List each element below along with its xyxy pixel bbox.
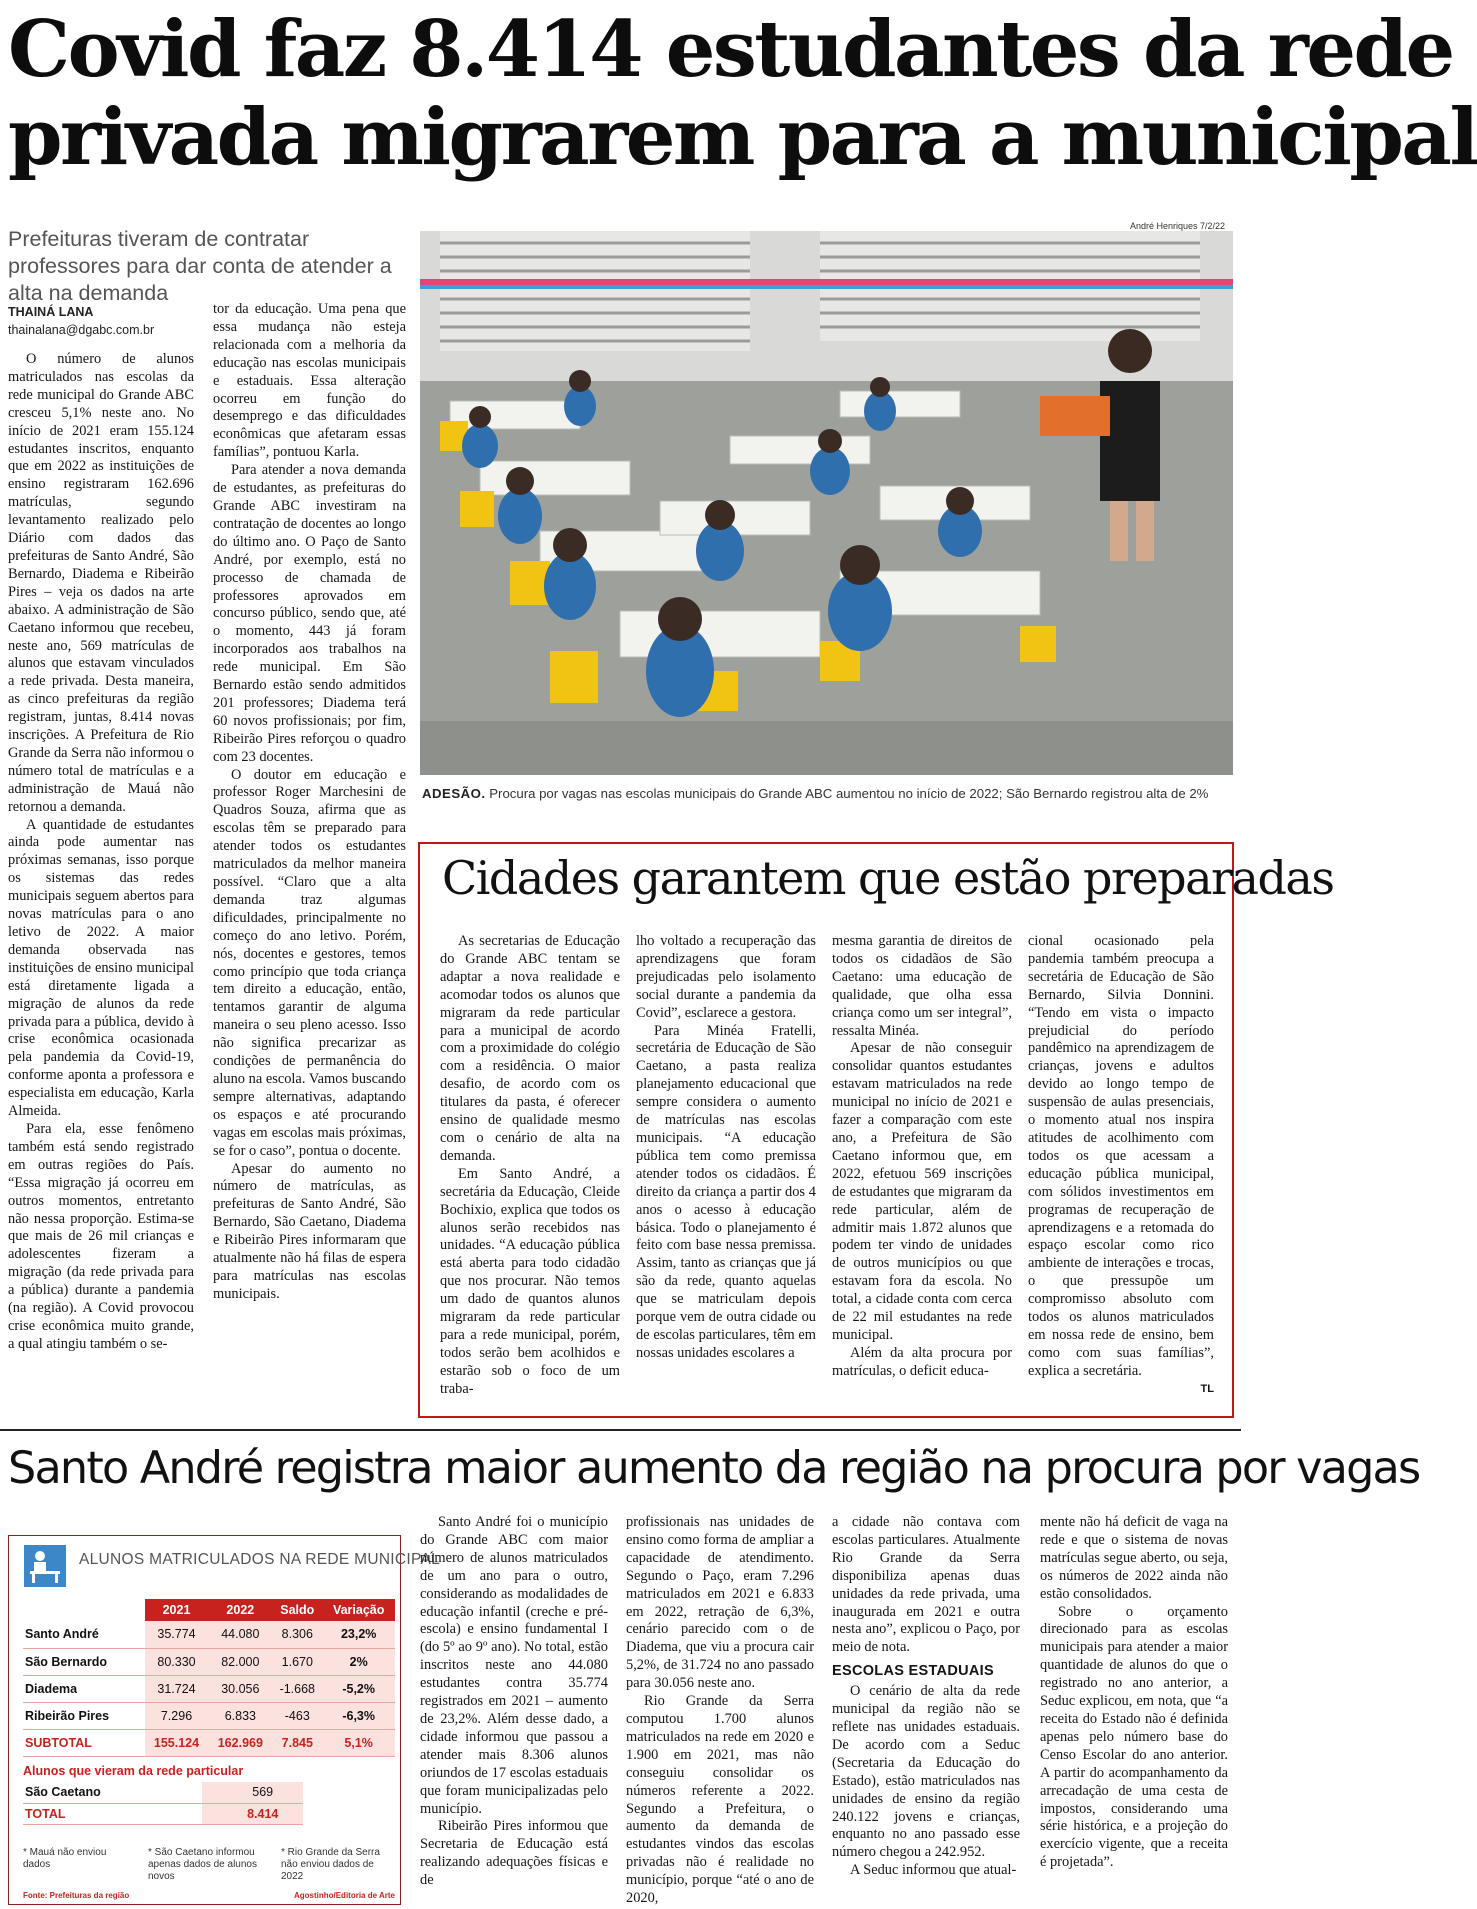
subheading-escolas-estaduais: ESCOLAS ESTADUAIS	[832, 1663, 994, 1680]
caption-label: ADESÃO.	[422, 786, 486, 801]
value-saldo: -463	[272, 1702, 322, 1729]
subtotal-label: SUBTOTAL	[23, 1729, 145, 1756]
paragraph: Em Santo André, a secretária da Educação, Cleide Bochixio, explica que todos os alunos serão recebidos nas unidades. “A educação pública está aberta para todo cidadão que nos procurar. Não temos um dado de quantos alunos migraram da rede particular para a rede municipal, porém, todos serão bem acolhidos e estarão sob o foco de um traba-	[440, 1165, 620, 1397]
table-row	[23, 1782, 303, 1803]
classroom-photo	[420, 231, 1233, 775]
subtotal-2021: 155.124	[145, 1729, 209, 1756]
total-value: 8.414	[222, 1803, 303, 1824]
paragraph: A quantidade de estudantes ainda pode aumentar nas próximas semanas, isso porque os sistemas das redes municipais seguem abertos para novas matrículas para o ano letivo de 2022. A maior demanda observada nas instituições de ensino municipal está diretamente ligada a migração de alunos da rede privada para a pública, devido à crise econômica ocasionada pela pandemia da Covid-19, conforme aponta a professora e especialista em educação, Karla Almeida.	[8, 816, 194, 1120]
byline-email: thainalana@dgabc.com.br	[8, 323, 155, 337]
subtotal-row	[23, 1729, 395, 1756]
city-name: São Bernardo	[23, 1648, 145, 1675]
table-row	[23, 1702, 395, 1729]
table-header-row	[23, 1599, 395, 1621]
section-2-column-1	[420, 1514, 608, 1890]
value-2021: 7.296	[145, 1702, 209, 1729]
paragraph: a cidade não contava com escolas particulares. Atualmente Rio Grande da Serra disponibiliza apenas duas unidades da rede privada, uma inaugurada em 2021 e outra nesta ano”, explicou o Paço, por meio de nota.	[832, 1514, 1020, 1656]
value-saldo: 1.670	[272, 1648, 322, 1675]
table-row	[23, 1675, 395, 1702]
city-name: Diadema	[23, 1675, 145, 1702]
note: * São Caetano informou apenas dados de alunos novos	[148, 1847, 257, 1882]
value-saldo: 8.306	[272, 1621, 322, 1648]
box-column-4	[1028, 933, 1214, 1399]
total-row	[23, 1803, 303, 1824]
byline-author: THAINÁ LANA	[8, 305, 94, 319]
header-blank	[23, 1599, 145, 1621]
paragraph: mente não há deficit de vaga na rede e que o sistema de novas matrículas segue aberto, ou seja, os números de 2022 ainda não estão consolidados.	[1040, 1514, 1228, 1602]
headline-line-2: privada migrarem para a municipal	[8, 92, 1477, 183]
value: 569	[222, 1782, 303, 1803]
section-2-column-4	[1040, 1514, 1228, 1872]
section-divider	[0, 1429, 1241, 1431]
value-saldo: -1.668	[272, 1675, 322, 1702]
deck-subtitle: Prefeituras tiveram de contratar professores para dar conta de atender a alta na demanda	[8, 227, 392, 305]
paragraph: cional ocasionado pela pandemia também preocupa a secretária de Educação de São Bernardo, Silvia Donnini. “Tendo em vista o impacto prejudicial do período pandêmico na aprendizagem de crianças, jovens e adultos devido ao longo tempo de suspensão de aulas presenciais, o momento atual nos inspira atitudes de acolhimento com todos os que acessam a educação pública municipal, com sólidos investimentos em programas de recuperação de aprendizagens e a retomada do espaço escolar como rico ambiente de interações e trocas, o que pressupõe um compromisso absoluto com todos os alunos matriculados em nossa rede de ensino, bem como com suas famílias”, explica a secretária.	[1028, 933, 1214, 1379]
city-name: Santo André	[23, 1621, 145, 1648]
table-footer	[23, 1891, 395, 1900]
photo-caption	[422, 786, 1234, 801]
paragraph: tor da educação. Uma pena que essa mudança não esteja relacionada com a melhoria da educação nas escolas municipais e estaduais. Essa alteração ocorreu em função do desemprego e das dificuldades econômicas que afetaram essas famílias”, pontuou Karla.	[213, 301, 406, 461]
paragraph: Sobre o orçamento direcionado para as escolas municipais para atender a maior quantidade de alunos do que o registrado no ano anterior, a Seduc explicou, em nota, que “a receita do Estado não é definida apenas pelo número base do Censo Escolar do ano anterior. A partir do acompanhamento da arrecadação de uma cesta de impostos, considerando uma série histórica, e a projeção do exercício vigente, que a receita é projetada”.	[1040, 1603, 1228, 1871]
paragraph: O doutor em educação e professor Roger Marchesini de Quadros Souza, afirma que as escolas têm se preparado para atender todos os estudantes matriculados da melhor maneira possível. “Claro que a alta demanda traz algumas dificuldades, principalmente no começo do ano letivo. Porém, nós, docentes e gestores, temos como princípio que toda criança tem direito a educação, então, tentamos garantir de alguma maneira o seu pleno acesso. Isso não significa precarizar as condições de permanência do aluno na escola. Vamos buscando sempre alternativas, adaptando os espaços e até procurando vagas em escolas mais próximas, se for o caso”, pontua o docente.	[213, 766, 406, 1159]
section-2-column-2	[626, 1514, 814, 1908]
paragraph: Para ela, esse fenômeno também está sendo registrado em outras regiões do País. “Essa migração já ocorreu em outros momentos, entretanto não nessa proporção. Estima-se que mais de 26 mil crianças e adolescentes fizeram a migração (da rede privada para a pública) durante a pandemia (na região). A Covid provocou crise econômica muito grande, a qual atingiu também o se-	[8, 1120, 194, 1352]
paragraph: As secretarias de Educação do Grande ABC tentam se adaptar a nova realidade e acomodar todos os alunos que migraram da rede particular para a municipal de acordo com a proximidade do colégio com a residência. O maior desafio, de acordo com os titulares da pasta, é oferecer ensino de qualidade mesmo com o cenário de alta na demanda.	[440, 933, 620, 1164]
value-2022: 44.080	[208, 1621, 272, 1648]
value-2021: 31.724	[145, 1675, 209, 1702]
caption-text: Procura por vagas nas escolas municipais do Grande ABC aumentou no início de 2022; São Bernardo registrou alta de 2%	[485, 786, 1209, 801]
sidebar-article-title: Cidades garantem que estão preparadas	[442, 851, 1334, 905]
paragraph: Para Minéa Fratelli, secretária de Educação de São Caetano, a pasta realiza planejamento educacional que sempre considera o aumento de matrículas nas escolas municipais. “A educação pública tem como premissa atender todos os cidadãos. É direito da criança a partir dos 4 anos o acesso à educação básica. Todo o planejamento é feito com base nessa premissa. Assim, tanto as crianças que já são da rede, quanto aquelas que se matriculam depois porque vem de outra cidade ou de escolas particulares, têm em nossas unidades escolares a	[636, 1022, 816, 1361]
paragraph: lho voltado a recuperação das aprendizagens que foram prejudicadas pelo isolamento social durante a pandemia da Covid”, esclarece a gestora.	[636, 933, 816, 1021]
paragraph: Apesar do aumento no número de matrículas, as prefeituras de Santo André, São Bernardo, São Caetano, Diadema e Ribeirão Pires informaram que atualmente não há filas de espera para matrículas nas escolas municipais.	[213, 1160, 406, 1302]
table-title: ALUNOS MATRICULADOS NA REDE MUNICIPAL	[79, 1551, 441, 1568]
headline-line-1: Covid faz 8.414 estudantes da rede	[8, 4, 1453, 95]
enrollment-table	[23, 1599, 395, 1757]
header-2021: 2021	[145, 1599, 209, 1621]
value-2022: 82.000	[208, 1648, 272, 1675]
subtotal-2022: 162.969	[208, 1729, 272, 1756]
paragraph: O número de alunos matriculados nas escolas da rede municipal do Grande ABC cresceu 5,1% neste ano. No início de 2021 eram 155.124 estudantes inscritos, enquanto que em 2022 as instituições de ensino registraram 162.696 matrículas, segundo levantamento realizado pelo Diário com dados das prefeituras de Santo André, São Bernardo, Diadema e Ribeirão Pires – veja os dados na arte abaixo. A administração de São Caetano informou que recebeu, neste ano, 569 matrículas de alunos que estavam vinculados a rede privada. Desta maneira, as cinco prefeituras da região registram, juntas, 8.414 novas inscrições. A Prefeitura de Rio Grande da Serra não informou o número total de matrículas e a administração de Mauá não retornou a demanda.	[8, 351, 194, 815]
paragraph: Rio Grande da Serra computou 1.700 alunos matriculados na rede em 2020 e 1.900 em 2021, mas não conseguiu consolidar os números referente a 2022. Segundo a Prefeitura, o aumento da demanda de estudantes vindos das escolas privadas não é realidade no município, porque “até o ano de 2020,	[626, 1693, 814, 1907]
classroom-illustration	[420, 231, 1233, 775]
paragraph: Apesar de não conseguir consolidar quantos estudantes estavam matriculados na rede municipal no início de 2021 e fazer a comparação com este ano, a Prefeitura de São Caetano informou que, em 2022, efetuou 569 inscrições de estudantes que migraram da rede particular, além de admitir mais 1.872 alunos que podem ter vindo de unidades de outros municípios ou que estavam fora da escola. No total, a cidade conta com cerca de 22 mil estudantes na rede municipal.	[832, 1040, 1012, 1343]
value-2022: 30.056	[208, 1675, 272, 1702]
section-2-title: Santo André registra maior aumento da região na procura por vagas	[8, 1443, 1420, 1494]
paragraph: Ribeirão Pires informou que Secretaria de Educação está realizando adequações físicas e de	[420, 1818, 608, 1889]
private-network-table	[23, 1782, 303, 1825]
value-2021: 80.330	[145, 1648, 209, 1675]
main-column-2	[213, 301, 406, 1304]
source-note: Fonte: Prefeituras da região	[23, 1891, 130, 1900]
paragraph: Para atender a nova demanda de estudantes, as prefeituras do Grande ABC investiram na contratação de docentes ao longo do último ano. O Paço de Santo André, por exemplo, está no processo de chamada de professores aprovados em concurso público, sendo que, até o momento, 443 já foram incorporados aos trabalhos na rede municipal. Em São Bernardo estão sendo admitidos 201 professores; Diadema terá 60 novos profissionais; por fim, Ribeirão Pires reforçou o quadro com 23 docentes.	[213, 462, 406, 765]
box-column-2	[636, 933, 816, 1363]
paragraph: O cenário de alta da rede municipal da região não se reflete nas unidades estaduais. De acordo com a Seduc (Secretaria da Educação do Estado), estão matriculados nas unidades de ensino da região 240.122 jovens e crianças, enquanto no ano passado esse número chegou a 242.952.	[832, 1683, 1020, 1861]
photo-credit: André Henriques 7/2/22	[1130, 221, 1226, 231]
value-2021: 35.774	[145, 1621, 209, 1648]
note: * Rio Grande da Serra não enviou dados de 2022	[281, 1847, 380, 1882]
headline	[8, 4, 1477, 183]
value-variacao: 23,2%	[322, 1621, 395, 1648]
header-saldo: Saldo	[272, 1599, 322, 1621]
paragraph: Além da alta procura por matrículas, o deficit educa-	[832, 1344, 1012, 1379]
table-row	[23, 1648, 395, 1675]
city-name: Ribeirão Pires	[23, 1702, 145, 1729]
value-variacao: -5,2%	[322, 1675, 395, 1702]
private-network-heading: Alunos que vieram da rede particular	[23, 1764, 244, 1778]
paragraph: mesma garantia de direitos de todos os cidadãos de São Caetano: uma educação de qualidade, que olha essa criança como um ser integral”, ressalta Minéa.	[832, 933, 1012, 1039]
student-desk-icon	[24, 1545, 66, 1587]
signoff: TL	[1200, 1382, 1214, 1395]
box-column-1	[440, 933, 620, 1399]
paragraph: A Seduc informou que atual-	[850, 1862, 1017, 1879]
city-name: São Caetano	[23, 1782, 202, 1803]
paragraph: Santo André foi o município do Grande ABC com maior número de alunos matriculados de um ano para o outro, considerando as modalidades de educação infantil (creche e pré-escola) e ensino fundamental I (do 5º ao 9º ano). No total, estão inscritos neste ano 44.080 estudantes contra 35.774 registrados em 2021 – aumento de 23,2%. Além desse dado, a cidade informou que passou a atender mais 8.306 alunos oriundos de 17 escolas estaduais que foram municipalizadas pelo município.	[420, 1514, 608, 1817]
enrollment-table-panel	[8, 1535, 441, 1905]
box-column-3	[832, 933, 1012, 1381]
value-2022: 6.833	[208, 1702, 272, 1729]
main-column-1	[8, 351, 194, 1354]
table-row	[23, 1621, 395, 1648]
cell-fill	[202, 1782, 222, 1803]
subtotal-variacao: 5,1%	[322, 1729, 395, 1756]
value-variacao: 2%	[322, 1648, 395, 1675]
section-2-column-3	[832, 1514, 1020, 1880]
value-variacao: -6,3%	[322, 1702, 395, 1729]
note: * Mauá não enviou dados	[23, 1847, 107, 1870]
paragraph: profissionais nas unidades de ensino como forma de ampliar a capacidade de atendimento. Segundo o Paço, eram 7.296 matriculados em 2021 e 6.833 em 2022, retração de 6,3%, cenário parecido com o de Diadema, que viu a procura cair 5,2%, de 31.724 no ano passado para 30.056 neste ano.	[626, 1514, 814, 1692]
cell-fill	[202, 1803, 222, 1824]
header-variacao: Variação	[322, 1599, 395, 1621]
art-credit: Agostinho/Editoria de Arte	[293, 1891, 395, 1900]
subtotal-saldo: 7.845	[272, 1729, 322, 1756]
header-2022: 2022	[208, 1599, 272, 1621]
total-label: TOTAL	[23, 1803, 202, 1824]
